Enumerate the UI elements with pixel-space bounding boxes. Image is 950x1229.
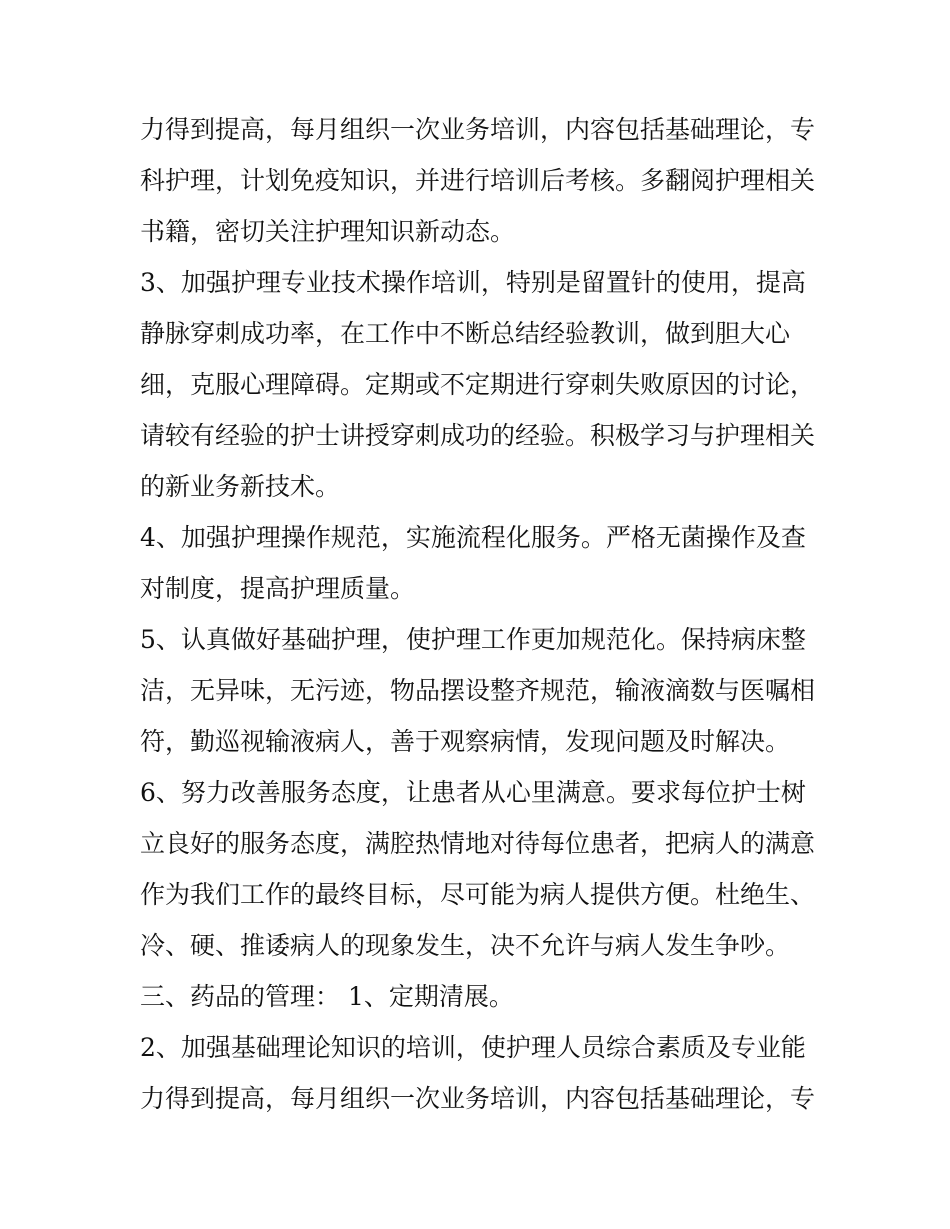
text-line: 4、加强护理操作规范，实施流程化服务。严格无菌操作及查 <box>140 523 806 552</box>
text-line: 科护理，计划免疫知识，并进行培训后考核。多翻阅护理相关 <box>140 166 816 195</box>
text-line: 三、药品的管理： 1、定期清展。 <box>140 982 514 1011</box>
text-line: 6、努力改善服务态度，让患者从心里满意。要求每位护士树 <box>140 778 806 807</box>
text-line: 请较有经验的护士讲授穿刺成功的经验。积极学习与护理相关 <box>140 421 816 450</box>
text-line: 5、认真做好基础护理，使护理工作更加规范化。保持病床整 <box>140 625 806 654</box>
text-line: 对制度，提高护理质量。 <box>140 574 416 603</box>
text-line: 书籍，密切关注护理知识新动态。 <box>140 217 516 246</box>
text-line: 3、加强护理专业技术操作培训，特别是留置针的使用，提高 <box>140 268 806 297</box>
text-line: 洁，无异味，无污迹，物品摆设整齐规范，输液滴数与医嘱相 <box>140 676 816 705</box>
document-body <box>140 104 820 1124</box>
text-line: 立良好的服务态度，满腔热情地对待每位患者，把病人的满意 <box>140 829 816 858</box>
text-line: 2、加强基础理论知识的培训，使护理人员综合素质及专业能 <box>140 1033 806 1062</box>
text-line: 作为我们工作的最终目标，尽可能为病人提供方便。杜绝生、 <box>140 880 816 909</box>
text-line: 力得到提高，每月组织一次业务培训，内容包括基础理论，专 <box>140 115 816 144</box>
text-line: 力得到提高，每月组织一次业务培训，内容包括基础理论，专 <box>140 1084 816 1113</box>
text-line: 符，勤巡视输液病人，善于观察病情，发现问题及时解决。 <box>140 727 791 756</box>
text-line: 细，克服心理障碍。定期或不定期进行穿刺失败原因的讨论， <box>140 370 816 399</box>
text-line: 冷、硬、推诿病人的现象发生，决不允许与病人发生争吵。 <box>140 931 791 960</box>
text-line: 的新业务新技术。 <box>140 472 341 501</box>
text-line: 静脉穿刺成功率，在工作中不断总结经验教训，做到胆大心 <box>140 319 791 348</box>
